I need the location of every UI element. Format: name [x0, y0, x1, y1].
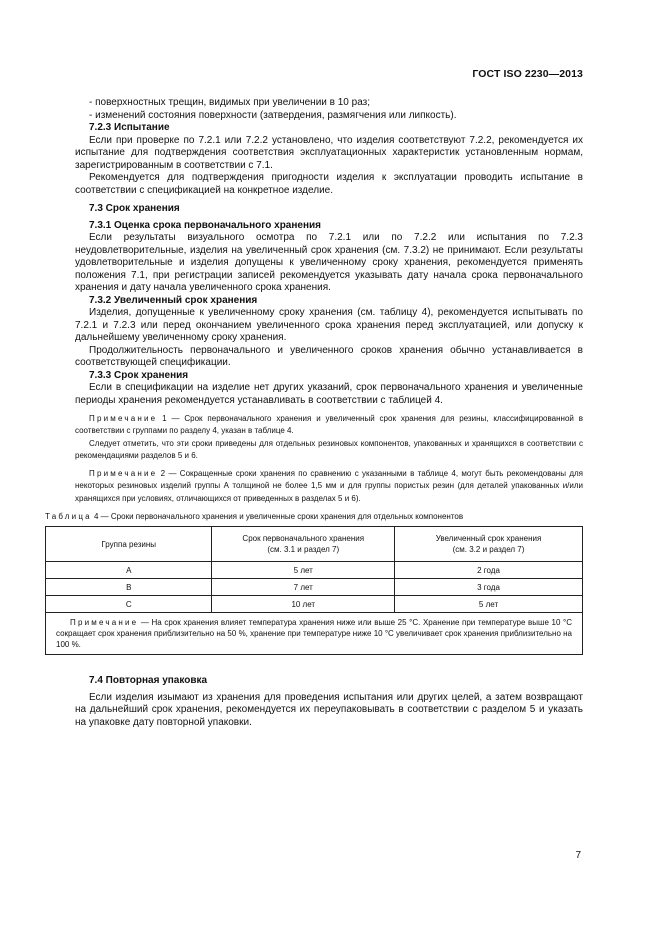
paragraph-7-3-3: Если в спецификации на изделие нет других указаний, срок первоначального хранения и увеличенные периоды хранения рекомендуется устанавливать в соответствии с таблицей 4. [75, 382, 583, 406]
heading-7-4: 7.4 Повторная упаковка [89, 675, 208, 687]
document-code: ГОСТ ISO 2230—2013 [472, 68, 583, 80]
heading-7-3-3: 7.3.3 Срок хранения [89, 369, 189, 381]
cell-initial: 10 лет [212, 596, 395, 613]
document-body [45, 97, 583, 729]
paragraph-7-2-3-a: Если при проверке по 7.2.1 или 7.2.2 установлено, что изделия соответствуют 7.2.2, рекомендуется их испытание для подтверждения соответствия эксплуатационных характеристик установленным нормам, зарегистрированным в соответствии с 7.1. [75, 134, 583, 171]
table-4-title-text: 4 — Сроки первоначального хранения и увеличенные сроки хранения для отдельных компонентов [91, 512, 464, 522]
cell-group: А [46, 562, 212, 579]
table-4-title [45, 511, 583, 522]
header-initial-storage [212, 527, 395, 562]
header-rubber-group [46, 527, 212, 562]
cell-group: С [46, 596, 212, 613]
list-item-surface-changes: - изменений состояния поверхности (затвердения, размягчения или липкость). [89, 109, 457, 121]
table-4-title-label: Таблица [45, 512, 92, 522]
cell-extended: 5 лет [395, 596, 583, 613]
table-row [46, 562, 583, 579]
cell-extended: 2 года [395, 562, 583, 579]
cell-group: В [46, 579, 212, 596]
table-4 [45, 526, 583, 655]
note-1-continuation: Следует отметить, что эти сроки приведены для отдельных резиновых компонентов, упакованных и хранящихся в соответствии с рекомендациями разделов 5 и 6. [75, 438, 583, 460]
header-extended-storage-text: Увеличенный срок хранения (см. 3.2 и раздел 7) [435, 534, 542, 555]
paragraph-7-4: Если изделия изымают из хранения для проведения испытания или других целей, а затем возвращают на дальнейший срок хранения, рекомендуется их переупаковывать в соответствии с разделом 5 и указать на упаковке дату повторной упаковки. [75, 691, 583, 728]
table-header-row [46, 527, 583, 562]
table-note-row [46, 613, 583, 655]
page-number: 7 [575, 850, 581, 861]
list-item-cracks: - поверхностных трещин, видимых при увеличении в 10 раз; [89, 97, 371, 108]
table-note [46, 613, 583, 655]
note-2-label: Примечание [89, 469, 158, 479]
note-1-text: 1 — Срок первоначального хранения и увеличенный срок хранения для резины, классифицированной в соответствии с группами по разделу 4, указан в таблице 4. [75, 414, 583, 436]
paragraph-7-2-3-b: Рекомендуется для подтверждения пригодности изделия к эксплуатации проводить испытание в соответствии с спецификацией на конкретное изделие. [75, 172, 583, 196]
heading-7-3: 7.3 Срок хранения [89, 203, 180, 214]
table-row [46, 596, 583, 613]
paragraph-7-3-1: Если результаты визуального осмотра по 7.2.1 или по 7.2.2 или испытания по 7.2.3 неудовлетворительные, изделия на увеличенный срок хранения (см. 7.3.2) не принимают. Если результаты удовлетворительные и изделия допущены к увеличенному сроку хранения, рекомендуется применять положения 7.1, при регистрации записей рекомендуется указывать дату начала срока первоначального хранения и дату начала увеличенного срока хранения. [75, 232, 583, 293]
heading-7-3-1: 7.3.1 Оценка срока первоначального хранения [89, 219, 321, 231]
note-1-label: Примечание [89, 414, 158, 423]
table-note-text: — На срок хранения влияет температура хранения ниже или выше 25 °С. Хранение при температуре выше 10 °С сокращает срок хранения приблизительно на 50 %, хранение при температуре ниже 10 °С увеличивает срок хранения приблизительно на 100 %. [56, 618, 572, 650]
note-2 [75, 468, 583, 505]
paragraph-7-3-2-b: Продолжительность первоначального и увеличенного сроков хранения обычно устанавливается в соответствующей спецификации. [75, 344, 583, 368]
header-rubber-group-text: Группа резины [101, 539, 157, 549]
note-2-text: 2 — Сокращенные сроки хранения по сравнению с указанными в таблице 4, могут быть рекомендованы для некоторых резиновых изделий группы А толщиной не более 1,5 мм и для группы пористых резин (для деталей упакованных и/или хранящихся при условиях, отличающихся от приведенных в разделах 5 и 6). [75, 469, 583, 503]
table-note-label: Примечание [70, 618, 139, 628]
cell-extended: 3 года [395, 579, 583, 596]
cell-initial: 7 лет [212, 579, 395, 596]
note-1 [75, 413, 583, 438]
cell-initial: 5 лет [212, 562, 395, 579]
header-extended-storage [395, 527, 583, 562]
paragraph-7-3-2-a: Изделия, допущенные к увеличенному сроку хранения (см. таблицу 4), рекомендуется испытывать по 7.2.1 и 7.2.3 или перед окончанием увеличенного срока хранения перед эксплуатацией, или допуску к дальнейшему увеличенному сроку хранения. [75, 307, 583, 343]
header-initial-storage-text: Срок первоначального хранения (см. 3.1 и раздел 7) [242, 534, 365, 555]
heading-7-2-3: 7.2.3 Испытание [89, 122, 170, 133]
heading-7-3-2: 7.3.2 Увеличенный срок хранения [89, 294, 258, 306]
table-row [46, 579, 583, 596]
